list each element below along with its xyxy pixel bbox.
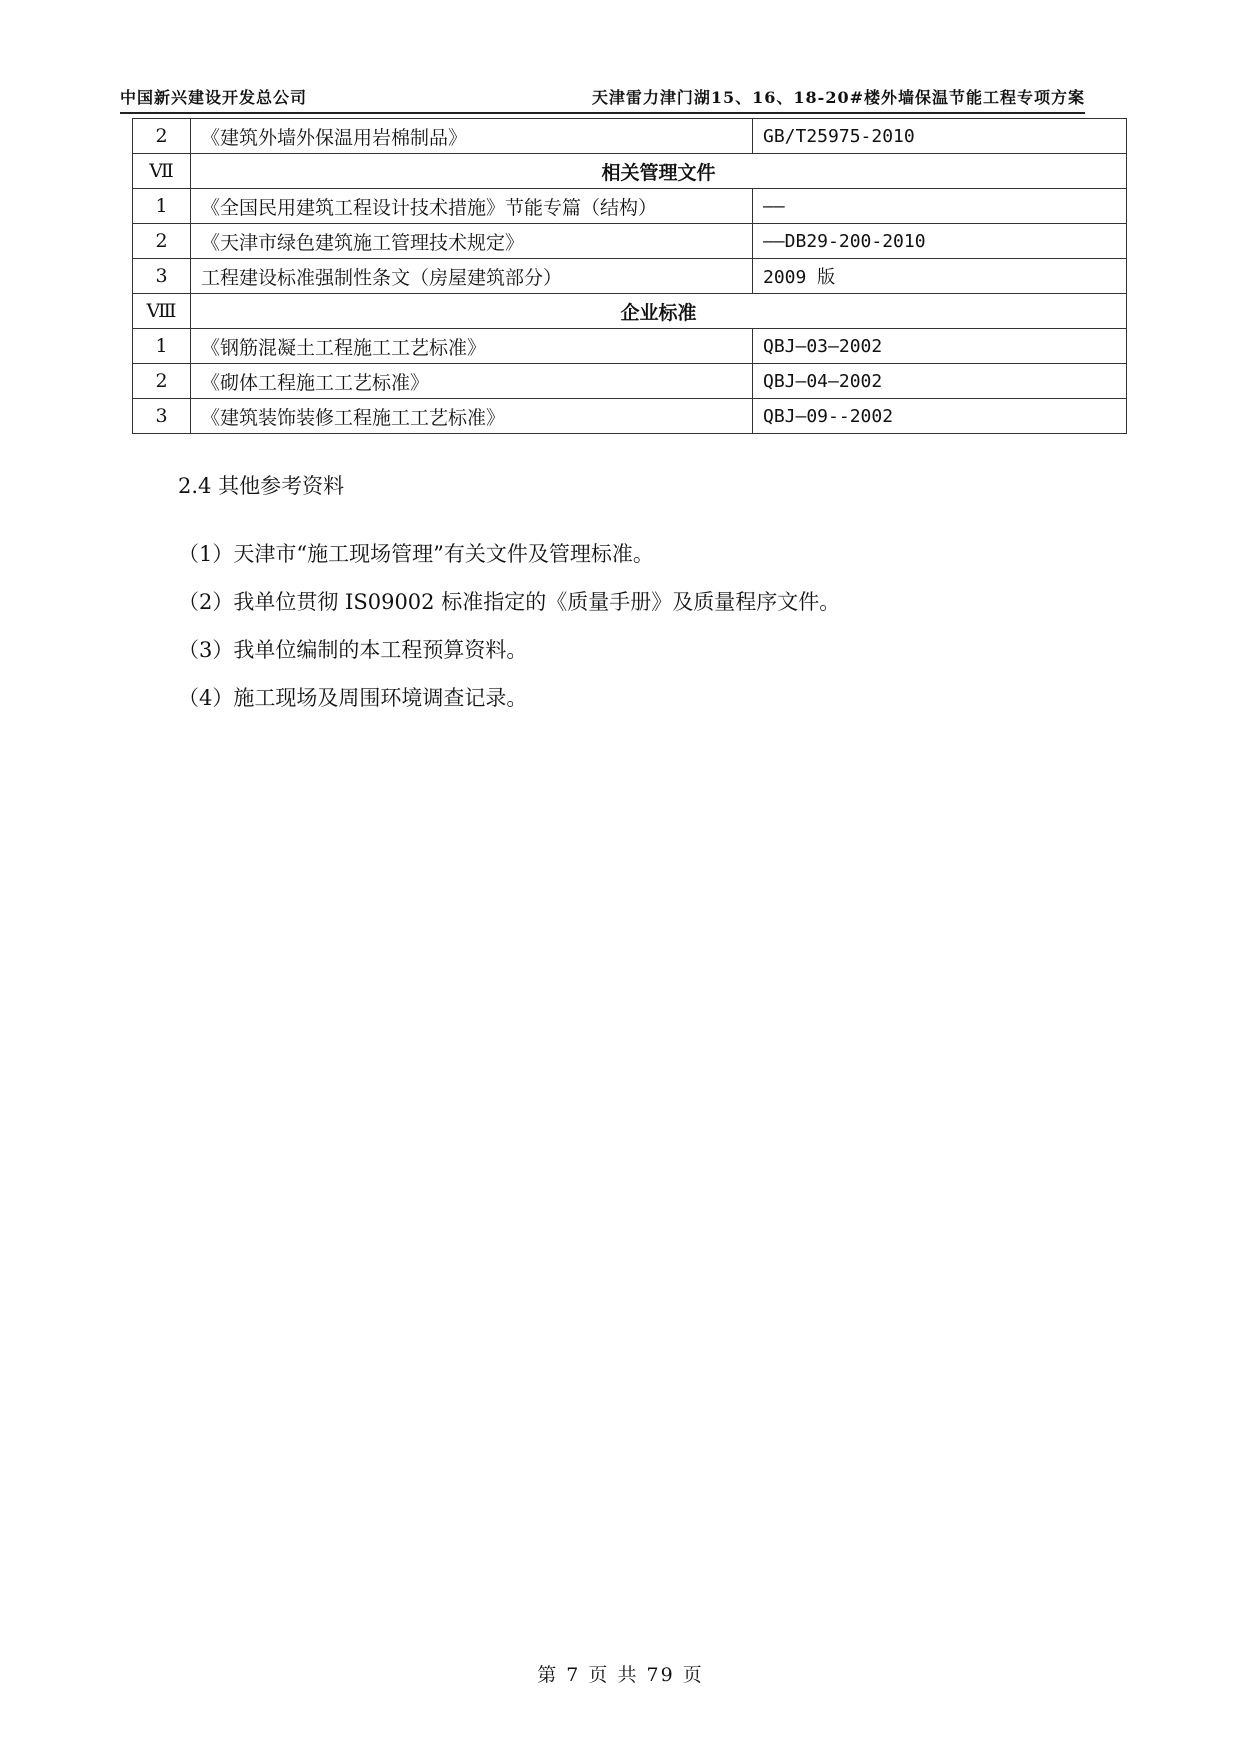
table-row xyxy=(133,364,1127,399)
standard-code: QBJ—09--2002 xyxy=(753,399,1127,434)
standard-name: 《天津市绿色建筑施工管理技术规定》 xyxy=(191,224,753,259)
standard-name: 《建筑装饰装修工程施工工艺标准》 xyxy=(191,399,753,434)
standard-code: 2009 版 xyxy=(753,259,1127,294)
standard-name: 《建筑外墙外保温用岩棉制品》 xyxy=(191,119,753,154)
standard-code: GB/T25975-2010 xyxy=(753,119,1127,154)
reference-item: （3）我单位编制的本工程预算资料。 xyxy=(178,638,528,662)
table-row xyxy=(133,259,1127,294)
table-row xyxy=(133,189,1127,224)
standard-code: QBJ—03—2002 xyxy=(753,329,1127,364)
page-header xyxy=(120,86,1085,114)
standard-name: 《钢筋混凝土工程施工工艺标准》 xyxy=(191,329,753,364)
row-number: 1 xyxy=(133,329,191,364)
section-number: Ⅷ xyxy=(133,294,191,329)
header-company: 中国新兴建设开发总公司 xyxy=(120,88,308,107)
standard-code: ——DB29-200-2010 xyxy=(753,224,1127,259)
table-row xyxy=(133,224,1127,259)
table-row xyxy=(133,119,1127,154)
section-title: 相关管理文件 xyxy=(191,154,1127,189)
header-project-title: 天津雷力津门湖15、16、18-20#楼外墙保温节能工程专项方案 xyxy=(591,88,1085,107)
table-row xyxy=(133,329,1127,364)
standard-name: 《砌体工程施工工艺标准》 xyxy=(191,364,753,399)
standard-code: QBJ—04—2002 xyxy=(753,364,1127,399)
standard-name: 《全国民用建筑工程设计技术措施》节能专篇（结构） xyxy=(191,189,753,224)
table-section-row xyxy=(133,154,1127,189)
reference-item: （2）我单位贯彻 IS09002 标准指定的《质量手册》及质量程序文件。 xyxy=(178,590,841,614)
section-heading: 2.4 其他参考资料 xyxy=(178,474,345,498)
standard-code: —— xyxy=(753,189,1127,224)
row-number: 3 xyxy=(133,399,191,434)
standards-table xyxy=(132,118,1127,434)
page-number-footer: 第 7 页 共 79 页 xyxy=(537,1664,704,1686)
table-row xyxy=(133,399,1127,434)
row-number: 2 xyxy=(133,119,191,154)
row-number: 2 xyxy=(133,224,191,259)
section-title: 企业标准 xyxy=(191,294,1127,329)
standard-name: 工程建设标准强制性条文（房屋建筑部分） xyxy=(191,259,753,294)
row-number: 2 xyxy=(133,364,191,399)
reference-item: （1）天津市“施工现场管理”有关文件及管理标准。 xyxy=(178,542,654,566)
table-section-row xyxy=(133,294,1127,329)
row-number: 1 xyxy=(133,189,191,224)
section-number: Ⅶ xyxy=(133,154,191,189)
row-number: 3 xyxy=(133,259,191,294)
reference-item: （4）施工现场及周围环境调查记录。 xyxy=(178,686,528,710)
